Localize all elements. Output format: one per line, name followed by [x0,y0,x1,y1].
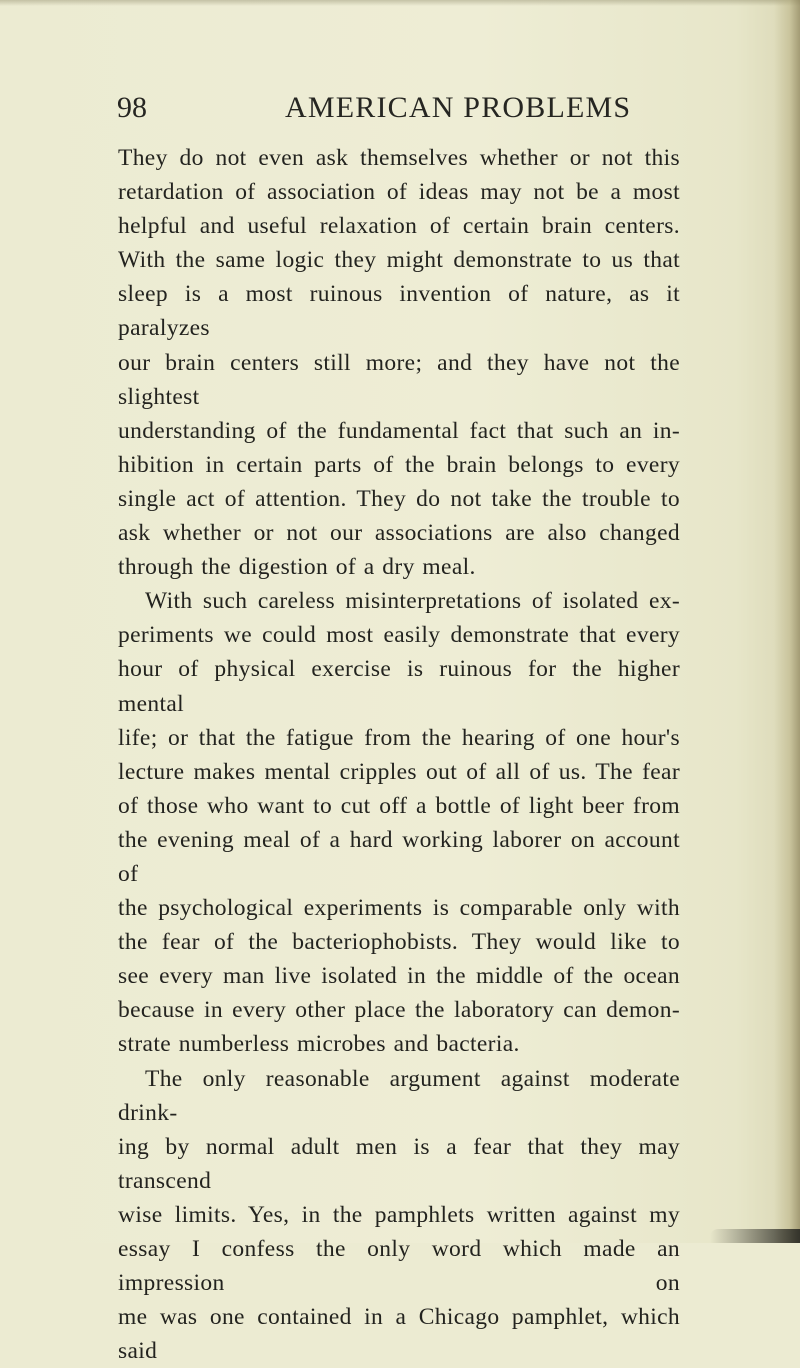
corner-smudge [710,1229,800,1243]
text-line: periments we could most easily demonstrate that every [118,622,680,649]
text-line: because in every other place the laboratory can demon- [118,997,680,1024]
text-line: the psychological experiments is comparable only with [118,895,680,922]
text-line: see every man live isolated in the middle of the ocean [118,963,680,990]
text-line: understanding of the fundamental fact that such an in- [118,417,680,444]
running-header [0,86,800,130]
page-number: 98 [117,91,147,124]
text-line: our brain centers still more; and they have not the slightest [118,349,680,410]
text-line: helpful and useful relaxation of certain brain centers. [118,213,680,240]
text-line: the evening meal of a hard working laborer on account of [118,826,680,887]
body-text [118,141,680,1368]
text-line: sleep is a most ruinous invention of nature, as it paralyzes [118,281,680,342]
text-line: life; or that the fatigue from the hearing of one hour's [118,724,680,751]
running-head-title: AMERICAN PROBLEMS [285,91,632,124]
text-line: wise limits. Yes, in the pamphlets written against my [118,1201,680,1228]
text-line: hibition in certain parts of the brain belongs to every [118,451,680,478]
text-line: through the digestion of a dry meal. [118,554,476,581]
text-line: essay I confess the only word which made an impression on [118,1236,680,1297]
text-line: strate numberless microbes and bacteria. [118,1031,520,1058]
text-line: retardation of association of ideas may not be a most [118,179,680,206]
page-edge-shading [774,0,800,1243]
text-line: of those who want to cut off a bottle of light beer from [118,792,680,819]
text-line: With such careless misinterpretations of isolated ex- [145,588,680,615]
text-line: hour of physical exercise is ruinous for the higher mental [118,656,680,717]
text-line: ask whether or not our associations are also changed [118,520,680,547]
text-line: The only reasonable argument against moderate drink- [118,1065,680,1126]
text-line: lecture makes mental cripples out of all of us. The fear [118,758,680,785]
text-line: With the same logic they might demonstrate to us that [118,247,680,274]
text-line: They do not even ask themselves whether or not this [118,145,680,171]
text-line: ing by normal adult men is a fear that they may transcend [118,1133,680,1194]
text-line: the fear of the bacteriophobists. They would like to [118,929,680,956]
text-line: me was one contained in a Chicago pamphlet, which said [118,1304,680,1365]
text-line: single act of attention. They do not take the trouble to [118,485,680,512]
top-edge-shadow [0,0,800,6]
